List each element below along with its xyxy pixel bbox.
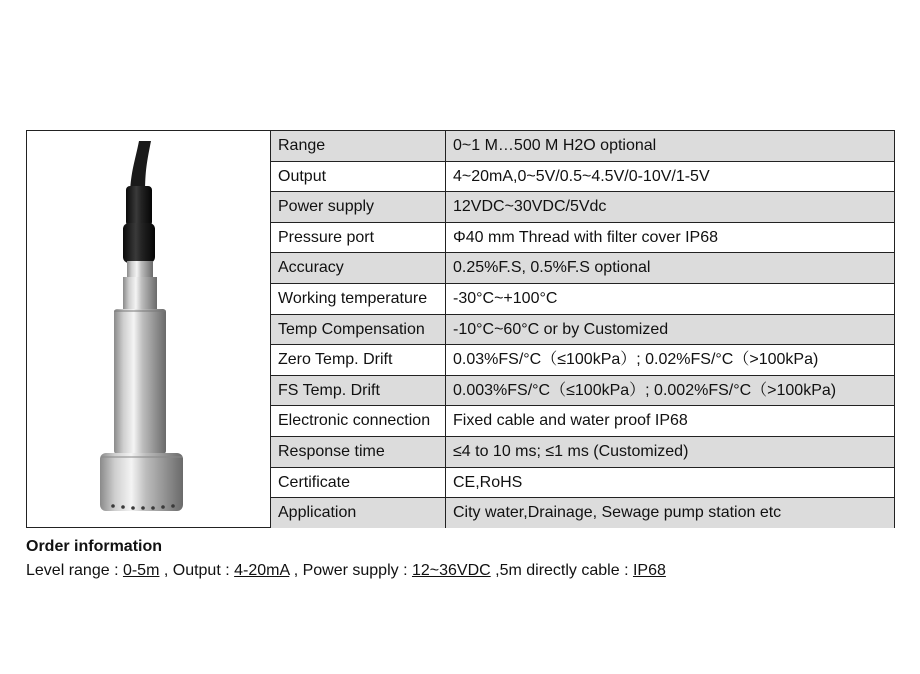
row-value: -30°C~+100°C [453, 289, 558, 307]
row-value: 0.003%FS/°C（≤100kPa）; 0.002%FS/°C（>100kPa) [453, 381, 837, 399]
row-value: City water,Drainage, Sewage pump station etc [453, 504, 782, 522]
table-row [271, 131, 894, 162]
row-value: ≤4 to 10 ms; ≤1 ms (Customized) [453, 442, 689, 460]
row-value: CE,RoHS [453, 473, 523, 491]
table-row [271, 376, 894, 407]
row-value: 12VDC~30VDC/5Vdc [453, 198, 607, 216]
table-row [271, 468, 894, 499]
row-value: 4~20mA,0~5V/0.5~4.5V/0-10V/1-5V [453, 167, 710, 185]
table-row [271, 192, 894, 223]
row-label: Response time [271, 437, 446, 467]
row-label: Certificate [271, 468, 446, 498]
row-label: Pressure port [271, 223, 446, 253]
row-value: Φ40 mm Thread with filter cover IP68 [453, 228, 719, 246]
table-row [271, 223, 894, 254]
output-value: 4-20mA [234, 562, 290, 579]
power-supply-value: 12~36VDC [411, 562, 491, 579]
row-label: Accuracy [271, 253, 446, 283]
row-value: 0.03%FS/°C（≤100kPa）; 0.02%FS/°C（>100kPa) [453, 351, 819, 369]
row-label: Application [271, 498, 446, 528]
row-label: Power supply [271, 192, 446, 222]
row-value: 0~1 M…500 M H2O optional [453, 137, 657, 154]
table-row [271, 284, 894, 315]
row-value: -10°C~60°C or by Customized [453, 320, 669, 338]
table-row [271, 437, 894, 468]
row-label: Temp Compensation [271, 315, 446, 345]
row-label: Range [271, 131, 446, 161]
row-label: Output [271, 162, 446, 192]
spec-table [26, 130, 895, 528]
table-row [271, 406, 894, 437]
level-range-label: Level range : [26, 562, 123, 579]
cable-label: ,5m directly cable : [490, 562, 633, 579]
row-label: FS Temp. Drift [271, 376, 446, 406]
order-information-line [26, 562, 666, 580]
cable-value: IP68 [632, 562, 666, 579]
row-label: Zero Temp. Drift [271, 345, 446, 375]
table-row [271, 498, 894, 528]
row-value: Fixed cable and water proof IP68 [453, 412, 688, 430]
table-row [271, 253, 894, 284]
order-information-title: Order information [26, 538, 163, 555]
output-label: , Output : [159, 562, 235, 579]
level-range-value: 0-5m [122, 562, 160, 579]
power-supply-label: , Power supply : [289, 562, 412, 579]
spec-rows [271, 131, 894, 527]
row-label: Electronic connection [271, 406, 446, 436]
table-row [271, 162, 894, 193]
table-row [271, 345, 894, 376]
level-transmitter-image [27, 131, 269, 527]
row-value: 0.25%F.S, 0.5%F.S optional [453, 259, 651, 277]
table-row [271, 315, 894, 346]
row-label: Working temperature [271, 284, 446, 314]
product-image-cell [27, 131, 271, 527]
